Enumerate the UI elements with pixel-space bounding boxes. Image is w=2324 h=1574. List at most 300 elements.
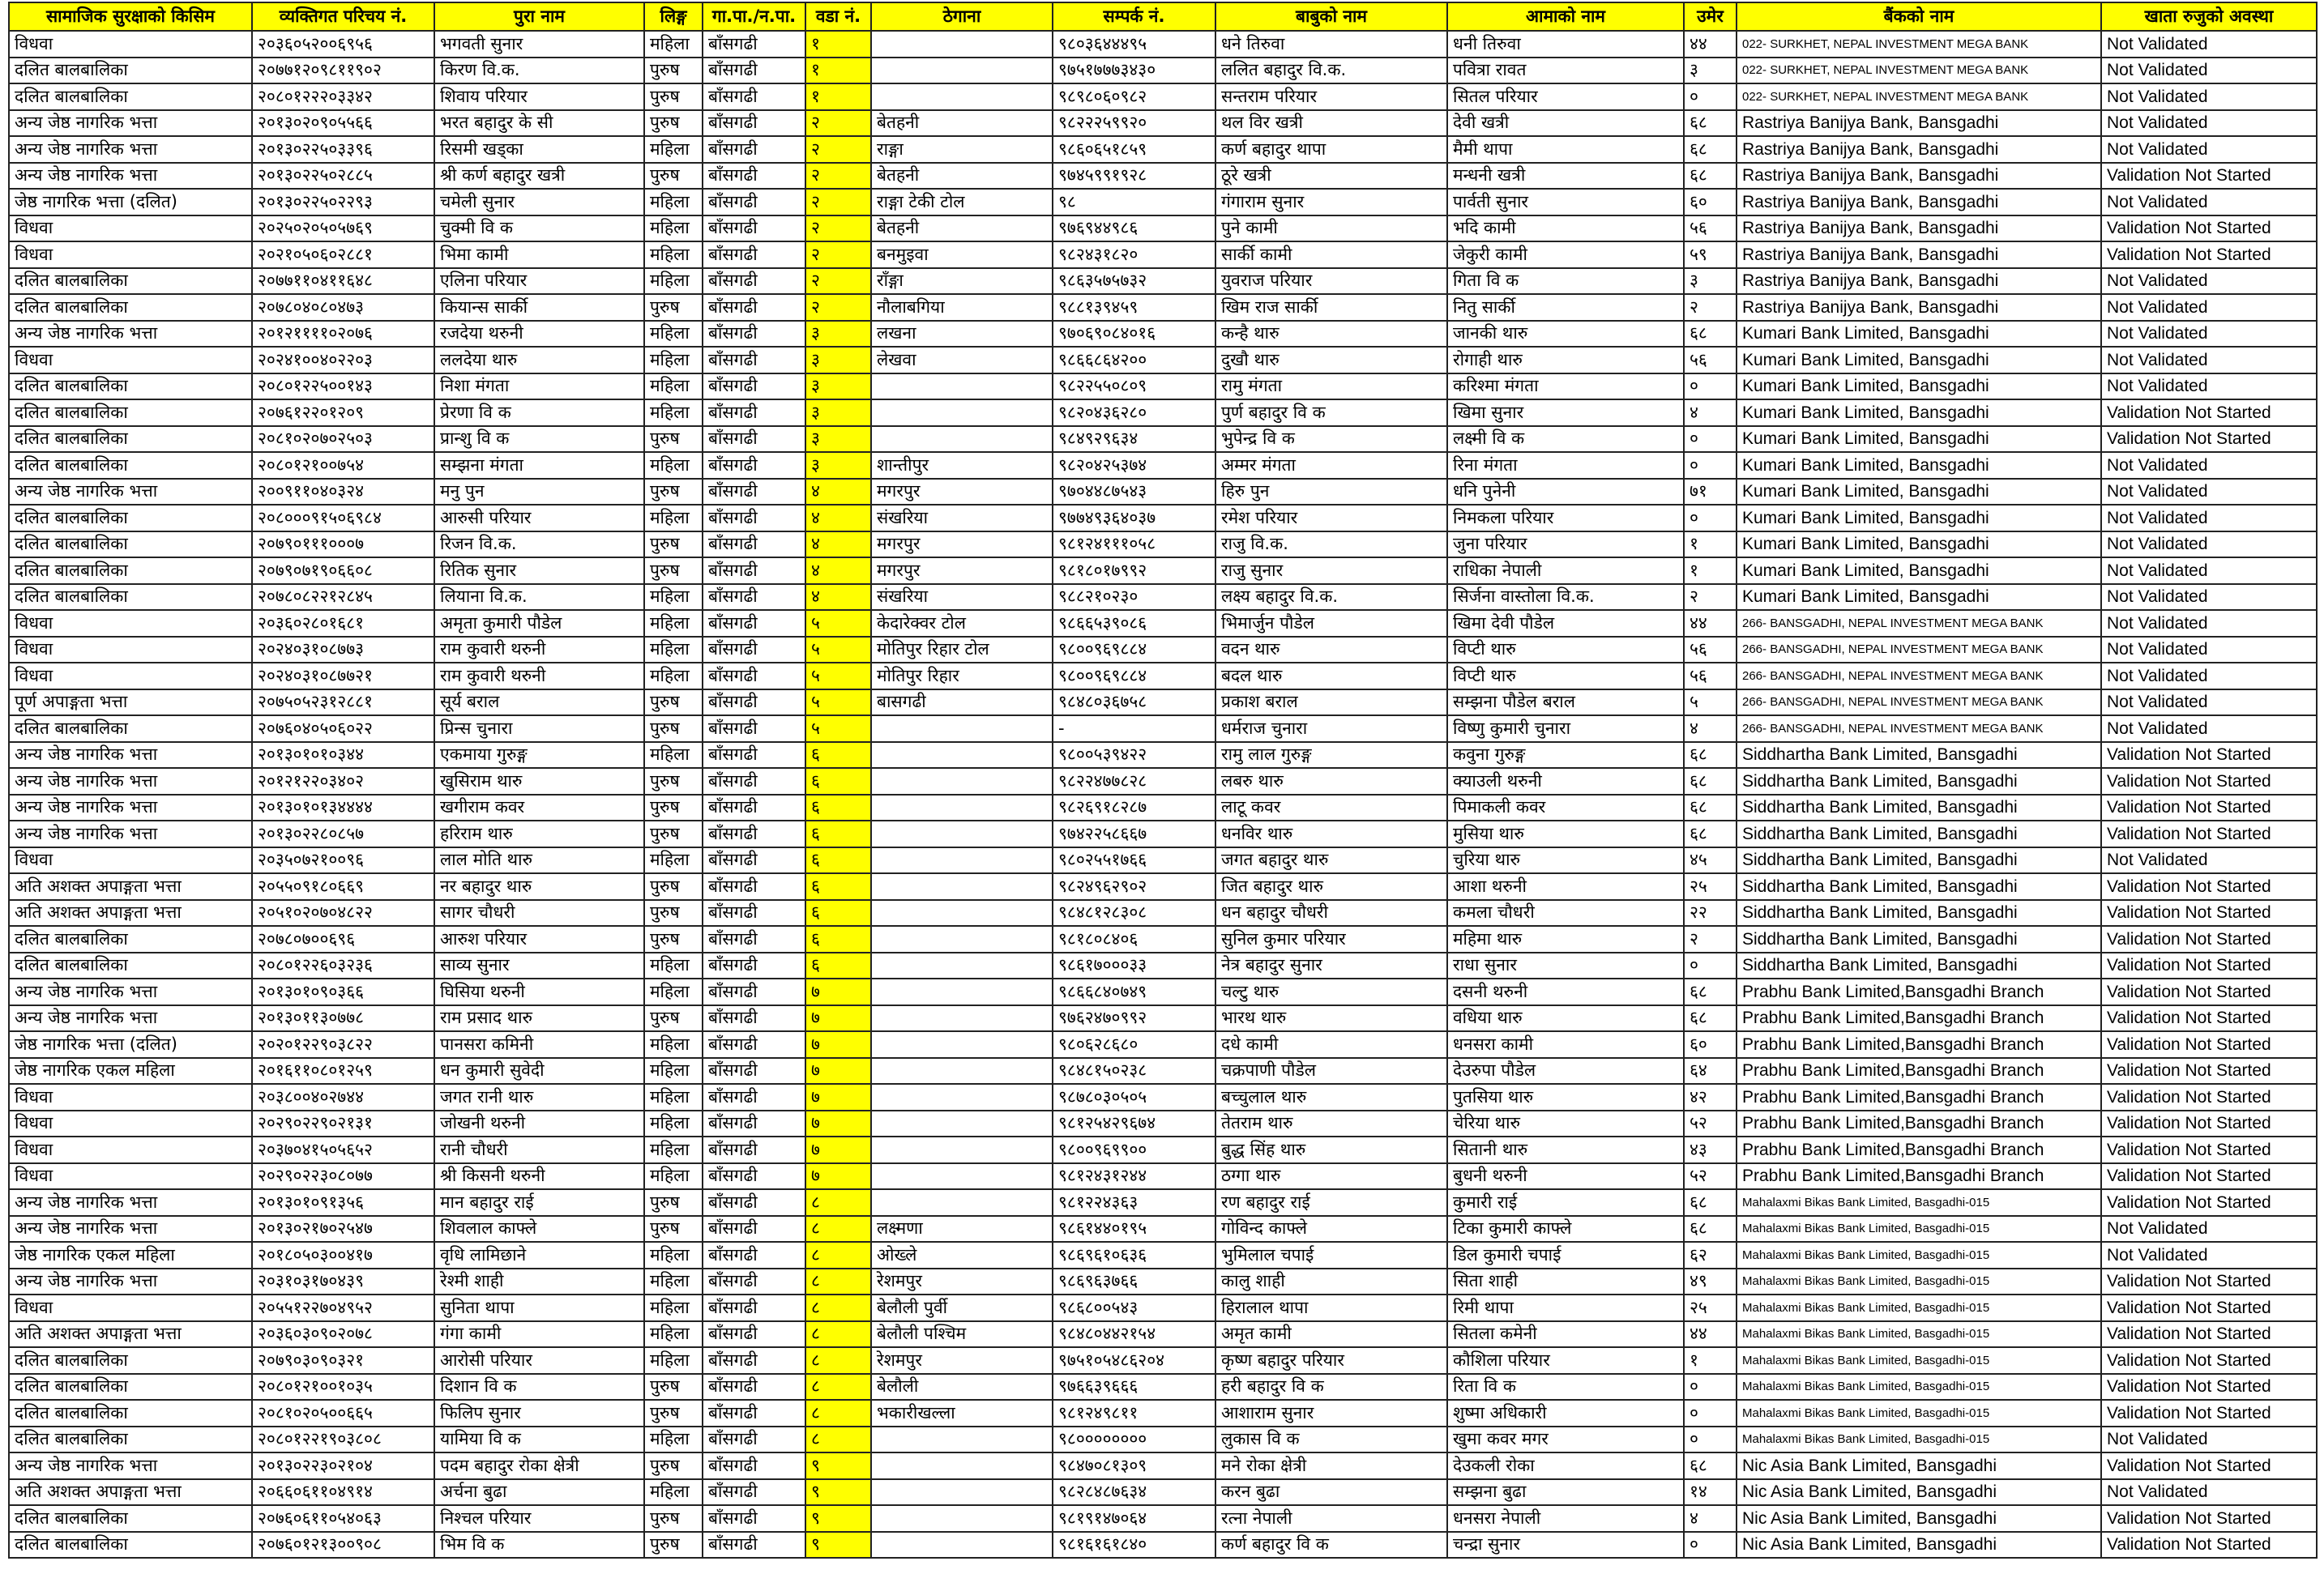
cell-account-status[interactable]: Validation Not Started — [2101, 979, 2317, 1005]
cell-ward[interactable]: ८ — [805, 1400, 871, 1427]
cell-municipality[interactable]: बाँसगढी — [703, 1242, 805, 1269]
cell-mother-name[interactable]: सम्झना पौडेल बराल — [1447, 689, 1684, 716]
cell-ward[interactable]: २ — [805, 294, 871, 321]
cell-mother-name[interactable]: वधिया थारु — [1447, 1005, 1684, 1032]
cell-municipality[interactable]: बाँसगढी — [703, 426, 805, 453]
cell-full-name[interactable]: वृधि लामिछाने — [434, 1242, 644, 1269]
cell-full-name[interactable]: श्री किसनी थरुनी — [434, 1163, 644, 1190]
cell-account-status[interactable]: Not Validated — [2101, 557, 2317, 584]
cell-contact[interactable]: ९८२०४२५३७४ — [1053, 452, 1215, 479]
cell-gender[interactable]: पुरुष — [644, 110, 703, 137]
cell-municipality[interactable]: बाँसगढी — [703, 399, 805, 426]
cell-bank-name[interactable]: 266- BANSGADHI, NEPAL INVESTMENT MEGA BANK — [1737, 663, 2101, 689]
cell-ward[interactable]: ८ — [805, 1242, 871, 1269]
cell-contact[interactable]: ९८००९६९८८४ — [1053, 663, 1215, 689]
cell-bank-name[interactable]: Kumari Bank Limited, Bansgadhi — [1737, 373, 2101, 400]
cell-age[interactable]: ४२ — [1684, 1084, 1737, 1111]
cell-account-status[interactable]: Not Validated — [2101, 637, 2317, 663]
cell-municipality[interactable]: बाँसगढी — [703, 873, 805, 900]
cell-account-status[interactable]: Validation Not Started — [2101, 163, 2317, 190]
cell-age[interactable]: २२ — [1684, 900, 1737, 927]
cell-full-name[interactable]: चमेली सुनार — [434, 189, 644, 215]
cell-full-name[interactable]: पदम बहादुर रोका क्षेत्री — [434, 1452, 644, 1479]
cell-security-type[interactable]: विधवा — [9, 1111, 252, 1137]
cell-id-number[interactable]: २०२४०३१०८७७२१ — [252, 663, 434, 689]
cell-age[interactable]: ४ — [1684, 1505, 1737, 1532]
cell-municipality[interactable]: बाँसगढी — [703, 663, 805, 689]
cell-father-name[interactable]: नेत्र बहादुर सुनार — [1215, 953, 1447, 979]
cell-account-status[interactable]: Not Validated — [2101, 505, 2317, 531]
cell-bank-name[interactable]: Prabhu Bank Limited,Bansgadhi Branch — [1737, 979, 2101, 1005]
cell-address[interactable]: रेशमपुर — [871, 1347, 1053, 1374]
cell-full-name[interactable]: खगीराम कवर — [434, 795, 644, 821]
col-header-municipality[interactable]: गा.पा./न.पा. — [703, 2, 805, 31]
cell-address[interactable] — [871, 1163, 1053, 1190]
cell-full-name[interactable]: भरत बहादुर के सी — [434, 110, 644, 137]
cell-id-number[interactable]: २०१६११०८०१२५९ — [252, 1058, 434, 1085]
cell-municipality[interactable]: बाँसगढी — [703, 1532, 805, 1559]
cell-bank-name[interactable]: Mahalaxmi Bikas Bank Limited, Basgadhi-015 — [1737, 1400, 2101, 1427]
cell-municipality[interactable]: बाँसगढी — [703, 926, 805, 953]
cell-contact[interactable]: ९८२०४३६२८० — [1053, 399, 1215, 426]
cell-account-status[interactable]: Validation Not Started — [2101, 953, 2317, 979]
cell-full-name[interactable]: जगत रानी थारु — [434, 1084, 644, 1111]
cell-municipality[interactable]: बाँसगढी — [703, 1084, 805, 1111]
cell-municipality[interactable]: बाँसगढी — [703, 505, 805, 531]
cell-father-name[interactable]: राजु सुनार — [1215, 557, 1447, 584]
cell-father-name[interactable]: जगत बहादुर थारु — [1215, 847, 1447, 874]
cell-full-name[interactable]: नर बहादुर थारु — [434, 873, 644, 900]
cell-age[interactable]: ६८ — [1684, 821, 1737, 847]
cell-security-type[interactable]: पूर्ण अपाङ्गता भत्ता — [9, 689, 252, 716]
cell-ward[interactable]: ५ — [805, 637, 871, 663]
cell-mother-name[interactable]: भदि कामी — [1447, 215, 1684, 242]
cell-security-type[interactable]: अन्य जेष्ठ नागरिक भत्ता — [9, 821, 252, 847]
cell-security-type[interactable]: दलित बालबालिका — [9, 268, 252, 295]
cell-id-number[interactable]: २०७९०७१९०६६०८ — [252, 557, 434, 584]
cell-id-number[interactable]: २०१३०१०१०३४४ — [252, 742, 434, 769]
cell-gender[interactable]: पुरुष — [644, 1216, 703, 1243]
cell-contact[interactable]: ९८१६१६१८४० — [1053, 1532, 1215, 1559]
cell-account-status[interactable]: Not Validated — [2101, 479, 2317, 505]
cell-full-name[interactable]: दिशान वि क — [434, 1374, 644, 1401]
cell-gender[interactable]: महिला — [644, 637, 703, 663]
cell-mother-name[interactable]: देउकली रोका — [1447, 1452, 1684, 1479]
col-header-id-number[interactable]: व्यक्तिगत परिचय नं. — [252, 2, 434, 31]
cell-id-number[interactable]: २०७६०६११०५४०६३ — [252, 1505, 434, 1532]
cell-municipality[interactable]: बाँसगढी — [703, 557, 805, 584]
cell-gender[interactable]: महिला — [644, 610, 703, 637]
cell-account-status[interactable]: Validation Not Started — [2101, 873, 2317, 900]
cell-contact[interactable]: ९७५१७७७३४३० — [1053, 58, 1215, 84]
cell-contact[interactable]: ९७०४४८७५४३ — [1053, 479, 1215, 505]
cell-contact[interactable]: ९८ — [1053, 189, 1215, 215]
cell-gender[interactable]: महिला — [644, 136, 703, 163]
cell-security-type[interactable]: विधवा — [9, 663, 252, 689]
cell-full-name[interactable]: प्रान्शु वि क — [434, 426, 644, 453]
cell-address[interactable] — [871, 742, 1053, 769]
cell-full-name[interactable]: राम कुवारी थरुनी — [434, 663, 644, 689]
cell-mother-name[interactable]: चेरिया थारु — [1447, 1111, 1684, 1137]
cell-id-number[interactable]: २०७८०४०८०४७३ — [252, 294, 434, 321]
cell-account-status[interactable]: Not Validated — [2101, 83, 2317, 110]
cell-municipality[interactable]: बाँसगढी — [703, 1452, 805, 1479]
cell-bank-name[interactable]: Prabhu Bank Limited,Bansgadhi Branch — [1737, 1005, 2101, 1032]
cell-age[interactable]: ६८ — [1684, 1452, 1737, 1479]
cell-contact[interactable]: ९७६२४७०९९२ — [1053, 1005, 1215, 1032]
cell-full-name[interactable]: एकमाया गुरुङ्ग — [434, 742, 644, 769]
cell-father-name[interactable]: रत्ना नेपाली — [1215, 1505, 1447, 1532]
cell-mother-name[interactable]: रिमी थापा — [1447, 1295, 1684, 1321]
cell-father-name[interactable]: बच्चुलाल थारु — [1215, 1084, 1447, 1111]
cell-security-type[interactable]: अन्य जेष्ठ नागरिक भत्ता — [9, 479, 252, 505]
cell-id-number[interactable]: २०७६१२२०१२०९ — [252, 399, 434, 426]
cell-mother-name[interactable]: कवुना गुरुङ्ग — [1447, 742, 1684, 769]
cell-father-name[interactable]: रामु लाल गुरुङ्ग — [1215, 742, 1447, 769]
cell-id-number[interactable]: २०३६०२८०१६८१ — [252, 610, 434, 637]
cell-ward[interactable]: २ — [805, 189, 871, 215]
cell-age[interactable]: १ — [1684, 557, 1737, 584]
cell-bank-name[interactable]: Mahalaxmi Bikas Bank Limited, Basgadhi-015 — [1737, 1189, 2101, 1216]
cell-municipality[interactable]: बाँसगढी — [703, 847, 805, 874]
cell-father-name[interactable]: धने तिरुवा — [1215, 31, 1447, 58]
cell-address[interactable] — [871, 1031, 1053, 1058]
cell-contact[interactable]: ९७४५९९१९२८ — [1053, 163, 1215, 190]
cell-id-number[interactable]: २०२४०३१०८७७३ — [252, 637, 434, 663]
cell-security-type[interactable]: अन्य जेष्ठ नागरिक भत्ता — [9, 768, 252, 795]
cell-bank-name[interactable]: 022- SURKHET, NEPAL INVESTMENT MEGA BANK — [1737, 83, 2101, 110]
cell-mother-name[interactable]: खुमा कवर मगर — [1447, 1427, 1684, 1453]
cell-full-name[interactable]: मनु पुन — [434, 479, 644, 505]
cell-contact[interactable]: ९८००९६९९०० — [1053, 1137, 1215, 1163]
cell-address[interactable] — [871, 1189, 1053, 1216]
cell-municipality[interactable]: बाँसगढी — [703, 900, 805, 927]
cell-ward[interactable]: ३ — [805, 452, 871, 479]
cell-id-number[interactable]: २०१३०१०९०३६६ — [252, 979, 434, 1005]
cell-father-name[interactable]: अम्मर मंगता — [1215, 452, 1447, 479]
cell-full-name[interactable]: भिमा कामी — [434, 241, 644, 268]
cell-full-name[interactable]: सम्झना मंगता — [434, 452, 644, 479]
cell-address[interactable] — [871, 1532, 1053, 1559]
col-header-gender[interactable]: लिङ्ग — [644, 2, 703, 31]
cell-municipality[interactable]: बाँसगढी — [703, 58, 805, 84]
cell-account-status[interactable]: Not Validated — [2101, 268, 2317, 295]
cell-age[interactable]: ५६ — [1684, 663, 1737, 689]
cell-contact[interactable]: ९८१२४९८११ — [1053, 1400, 1215, 1427]
cell-account-status[interactable]: Validation Not Started — [2101, 1295, 2317, 1321]
cell-account-status[interactable]: Not Validated — [2101, 294, 2317, 321]
cell-account-status[interactable]: Not Validated — [2101, 689, 2317, 716]
cell-gender[interactable]: महिला — [644, 663, 703, 689]
cell-ward[interactable]: ४ — [805, 531, 871, 558]
cell-full-name[interactable]: राम कुवारी थरुनी — [434, 637, 644, 663]
cell-full-name[interactable]: अर्चना बुढा — [434, 1479, 644, 1506]
cell-ward[interactable]: ६ — [805, 847, 871, 874]
cell-ward[interactable]: ९ — [805, 1452, 871, 1479]
cell-gender[interactable]: पुरुष — [644, 926, 703, 953]
col-header-father-name[interactable]: बाबुको नाम — [1215, 2, 1447, 31]
cell-municipality[interactable]: बाँसगढी — [703, 31, 805, 58]
cell-address[interactable]: मगरपुर — [871, 531, 1053, 558]
cell-age[interactable]: ६८ — [1684, 110, 1737, 137]
cell-account-status[interactable]: Not Validated — [2101, 847, 2317, 874]
cell-account-status[interactable]: Not Validated — [2101, 58, 2317, 84]
cell-municipality[interactable]: बाँसगढी — [703, 1321, 805, 1348]
cell-address[interactable]: भकारीखल्ला — [871, 1400, 1053, 1427]
cell-municipality[interactable]: बाँसगढी — [703, 1189, 805, 1216]
cell-security-type[interactable]: दलित बालबालिका — [9, 953, 252, 979]
cell-bank-name[interactable]: Nic Asia Bank Limited, Bansgadhi — [1737, 1452, 2101, 1479]
cell-gender[interactable]: महिला — [644, 742, 703, 769]
cell-gender[interactable]: पुरुष — [644, 821, 703, 847]
cell-full-name[interactable]: आरुश परियार — [434, 926, 644, 953]
cell-contact[interactable]: ९७६६३९६६६ — [1053, 1374, 1215, 1401]
cell-security-type[interactable]: विधवा — [9, 637, 252, 663]
cell-full-name[interactable]: श्री कर्ण बहादुर खत्री — [434, 163, 644, 190]
cell-security-type[interactable]: अन्य जेष्ठ नागरिक भत्ता — [9, 163, 252, 190]
cell-mother-name[interactable]: कमला चौधरी — [1447, 900, 1684, 927]
cell-gender[interactable]: पुरुष — [644, 1505, 703, 1532]
cell-full-name[interactable]: खुसिराम थारु — [434, 768, 644, 795]
cell-full-name[interactable]: आरोसी परियार — [434, 1347, 644, 1374]
cell-father-name[interactable]: लाटू कवर — [1215, 795, 1447, 821]
cell-mother-name[interactable]: पिमाकली कवर — [1447, 795, 1684, 821]
cell-age[interactable]: ४५ — [1684, 847, 1737, 874]
cell-mother-name[interactable]: चुरिया थारु — [1447, 847, 1684, 874]
cell-municipality[interactable]: बाँसगढी — [703, 1374, 805, 1401]
cell-address[interactable]: मोतिपुर रिहार — [871, 663, 1053, 689]
cell-ward[interactable]: ७ — [805, 1058, 871, 1085]
cell-address[interactable] — [871, 953, 1053, 979]
cell-mother-name[interactable]: करिश्मा मंगता — [1447, 373, 1684, 400]
cell-mother-name[interactable]: सितल परियार — [1447, 83, 1684, 110]
cell-gender[interactable]: महिला — [644, 1137, 703, 1163]
cell-gender[interactable]: पुरुष — [644, 1532, 703, 1559]
cell-bank-name[interactable]: Kumari Bank Limited, Bansgadhi — [1737, 479, 2101, 505]
cell-mother-name[interactable]: रोगाही थारु — [1447, 347, 1684, 373]
cell-contact[interactable]: ९८६१७०००३३ — [1053, 953, 1215, 979]
cell-address[interactable] — [871, 1137, 1053, 1163]
cell-municipality[interactable]: बाँसगढी — [703, 136, 805, 163]
cell-id-number[interactable]: २०७९०३०९०३२१ — [252, 1347, 434, 1374]
cell-address[interactable] — [871, 373, 1053, 400]
cell-contact[interactable]: ९८०२५५१७६६ — [1053, 847, 1215, 874]
cell-age[interactable]: ० — [1684, 373, 1737, 400]
cell-contact[interactable]: ९८६०६५१८५९ — [1053, 136, 1215, 163]
cell-id-number[interactable]: २०३६०३०९०२०७८ — [252, 1321, 434, 1348]
cell-age[interactable]: ४३ — [1684, 1137, 1737, 1163]
cell-account-status[interactable]: Validation Not Started — [2101, 1347, 2317, 1374]
cell-address[interactable]: लखना — [871, 321, 1053, 348]
cell-municipality[interactable]: बाँसगढी — [703, 452, 805, 479]
cell-ward[interactable]: ६ — [805, 953, 871, 979]
cell-contact[interactable]: ९८७८०३०५०५ — [1053, 1084, 1215, 1111]
cell-ward[interactable]: ८ — [805, 1269, 871, 1295]
cell-full-name[interactable]: निशा मंगता — [434, 373, 644, 400]
cell-full-name[interactable]: यामिया वि क — [434, 1427, 644, 1453]
cell-security-type[interactable]: विधवा — [9, 1084, 252, 1111]
cell-bank-name[interactable]: 266- BANSGADHI, NEPAL INVESTMENT MEGA BANK — [1737, 637, 2101, 663]
cell-address[interactable]: मोतिपुर रिहार टोल — [871, 637, 1053, 663]
cell-age[interactable]: ६८ — [1684, 1189, 1737, 1216]
cell-account-status[interactable]: Validation Not Started — [2101, 1321, 2317, 1348]
cell-age[interactable]: ५६ — [1684, 347, 1737, 373]
cell-ward[interactable]: ७ — [805, 1111, 871, 1137]
cell-ward[interactable]: ५ — [805, 689, 871, 716]
cell-gender[interactable]: महिला — [644, 1479, 703, 1506]
cell-bank-name[interactable]: Kumari Bank Limited, Bansgadhi — [1737, 321, 2101, 348]
cell-age[interactable]: २५ — [1684, 1295, 1737, 1321]
cell-municipality[interactable]: बाँसगढी — [703, 795, 805, 821]
cell-id-number[interactable]: २०५५०९१८०६६९ — [252, 873, 434, 900]
cell-gender[interactable]: महिला — [644, 1347, 703, 1374]
cell-municipality[interactable]: बाँसगढी — [703, 821, 805, 847]
cell-address[interactable] — [871, 426, 1053, 453]
cell-father-name[interactable]: आशाराम सुनार — [1215, 1400, 1447, 1427]
cell-gender[interactable]: पुरुष — [644, 873, 703, 900]
cell-id-number[interactable]: २०७५०५२३१२८८१ — [252, 689, 434, 716]
cell-id-number[interactable]: २०७७११०४११६४८ — [252, 268, 434, 295]
cell-address[interactable] — [871, 979, 1053, 1005]
cell-bank-name[interactable]: Kumari Bank Limited, Bansgadhi — [1737, 557, 2101, 584]
cell-contact[interactable]: ९८६६८४०७४९ — [1053, 979, 1215, 1005]
cell-account-status[interactable]: Not Validated — [2101, 373, 2317, 400]
cell-full-name[interactable]: रिजन वि.क. — [434, 531, 644, 558]
cell-bank-name[interactable]: Kumari Bank Limited, Bansgadhi — [1737, 452, 2101, 479]
cell-mother-name[interactable]: सितानी थारु — [1447, 1137, 1684, 1163]
cell-father-name[interactable]: बदल थारु — [1215, 663, 1447, 689]
cell-full-name[interactable]: भगवती सुनार — [434, 31, 644, 58]
cell-age[interactable]: ० — [1684, 1374, 1737, 1401]
cell-mother-name[interactable]: बुधनी थरुनी — [1447, 1163, 1684, 1190]
cell-id-number[interactable]: २०७६०४०५०६०२२ — [252, 715, 434, 742]
cell-gender[interactable]: पुरुष — [644, 689, 703, 716]
cell-account-status[interactable]: Validation Not Started — [2101, 241, 2317, 268]
cell-id-number[interactable]: २०३५०७२१००९६ — [252, 847, 434, 874]
cell-municipality[interactable]: बाँसगढी — [703, 637, 805, 663]
cell-age[interactable]: ५ — [1684, 689, 1737, 716]
cell-age[interactable]: ० — [1684, 1400, 1737, 1427]
cell-address[interactable]: शान्तीपुर — [871, 452, 1053, 479]
cell-bank-name[interactable]: Siddhartha Bank Limited, Bansgadhi — [1737, 953, 2101, 979]
cell-mother-name[interactable]: विप्टी थारु — [1447, 663, 1684, 689]
cell-bank-name[interactable]: Prabhu Bank Limited,Bansgadhi Branch — [1737, 1111, 2101, 1137]
cell-contact[interactable]: ९८६८००५४३ — [1053, 1295, 1215, 1321]
cell-security-type[interactable]: दलित बालबालिका — [9, 1505, 252, 1532]
cell-bank-name[interactable]: Kumari Bank Limited, Bansgadhi — [1737, 531, 2101, 558]
cell-bank-name[interactable]: Siddhartha Bank Limited, Bansgadhi — [1737, 847, 2101, 874]
cell-age[interactable]: ६८ — [1684, 768, 1737, 795]
cell-security-type[interactable]: विधवा — [9, 610, 252, 637]
cell-age[interactable]: ० — [1684, 83, 1737, 110]
cell-father-name[interactable]: भिमार्जुन पौडेल — [1215, 610, 1447, 637]
cell-account-status[interactable]: Validation Not Started — [2101, 1452, 2317, 1479]
cell-bank-name[interactable]: Kumari Bank Limited, Bansgadhi — [1737, 584, 2101, 611]
cell-full-name[interactable]: घिसिया थरुनी — [434, 979, 644, 1005]
cell-full-name[interactable]: फिलिप सुनार — [434, 1400, 644, 1427]
cell-full-name[interactable]: शिवलाल काफ्ले — [434, 1216, 644, 1243]
cell-gender[interactable]: महिला — [644, 1084, 703, 1111]
cell-bank-name[interactable]: Mahalaxmi Bikas Bank Limited, Basgadhi-015 — [1737, 1269, 2101, 1295]
cell-contact[interactable]: ९७६९४४९८६ — [1053, 215, 1215, 242]
cell-gender[interactable]: महिला — [644, 1111, 703, 1137]
cell-gender[interactable]: पुरुष — [644, 163, 703, 190]
cell-full-name[interactable]: रिसमी खड्का — [434, 136, 644, 163]
cell-ward[interactable]: ३ — [805, 373, 871, 400]
cell-bank-name[interactable]: Rastriya Banijya Bank, Bansgadhi — [1737, 215, 2101, 242]
cell-gender[interactable]: महिला — [644, 189, 703, 215]
cell-father-name[interactable]: मने रोका क्षेत्री — [1215, 1452, 1447, 1479]
cell-mother-name[interactable]: पवित्रा रावत — [1447, 58, 1684, 84]
cell-address[interactable] — [871, 768, 1053, 795]
cell-age[interactable]: ४९ — [1684, 1269, 1737, 1295]
cell-ward[interactable]: ६ — [805, 795, 871, 821]
cell-gender[interactable]: पुरुष — [644, 83, 703, 110]
cell-security-type[interactable]: अन्य जेष्ठ नागरिक भत्ता — [9, 742, 252, 769]
cell-gender[interactable]: महिला — [644, 584, 703, 611]
cell-mother-name[interactable]: लक्ष्मी वि क — [1447, 426, 1684, 453]
cell-contact[interactable]: ९८१२४१११०५८ — [1053, 531, 1215, 558]
cell-address[interactable] — [871, 83, 1053, 110]
cell-account-status[interactable]: Validation Not Started — [2101, 1111, 2317, 1137]
cell-gender[interactable]: पुरुष — [644, 294, 703, 321]
cell-address[interactable] — [871, 1005, 1053, 1032]
cell-gender[interactable]: पुरुष — [644, 531, 703, 558]
cell-account-status[interactable]: Not Validated — [2101, 1242, 2317, 1269]
cell-father-name[interactable]: दधे कामी — [1215, 1031, 1447, 1058]
cell-mother-name[interactable]: क्याउली थरुनी — [1447, 768, 1684, 795]
cell-ward[interactable]: ४ — [805, 557, 871, 584]
cell-id-number[interactable]: २०१३०२०९०५५६६ — [252, 110, 434, 137]
cell-municipality[interactable]: बाँसगढी — [703, 1031, 805, 1058]
cell-id-number[interactable]: २०३८००४०२७४४ — [252, 1084, 434, 1111]
cell-contact[interactable]: ९८६९६३७६६ — [1053, 1269, 1215, 1295]
cell-bank-name[interactable]: Nic Asia Bank Limited, Bansgadhi — [1737, 1479, 2101, 1506]
cell-mother-name[interactable]: रिना मंगता — [1447, 452, 1684, 479]
cell-id-number[interactable]: २०८०१२२५००१४३ — [252, 373, 434, 400]
cell-security-type[interactable]: अन्य जेष्ठ नागरिक भत्ता — [9, 1216, 252, 1243]
cell-address[interactable]: बासगढी — [871, 689, 1053, 716]
cell-municipality[interactable]: बाँसगढी — [703, 1400, 805, 1427]
cell-ward[interactable]: ६ — [805, 768, 871, 795]
cell-father-name[interactable]: थल विर खत्री — [1215, 110, 1447, 137]
cell-father-name[interactable]: भुमिलाल चपाई — [1215, 1242, 1447, 1269]
cell-age[interactable]: २ — [1684, 926, 1737, 953]
cell-security-type[interactable]: दलित बालबालिका — [9, 83, 252, 110]
cell-age[interactable]: २ — [1684, 294, 1737, 321]
cell-mother-name[interactable]: धनसरा नेपाली — [1447, 1505, 1684, 1532]
cell-mother-name[interactable]: टिका कुमारी काफ्ले — [1447, 1216, 1684, 1243]
cell-mother-name[interactable]: कुमारी राई — [1447, 1189, 1684, 1216]
cell-bank-name[interactable]: Siddhartha Bank Limited, Bansgadhi — [1737, 873, 2101, 900]
cell-bank-name[interactable]: Rastriya Banijya Bank, Bansgadhi — [1737, 110, 2101, 137]
cell-account-status[interactable]: Validation Not Started — [2101, 1532, 2317, 1559]
cell-contact[interactable]: ९७०६९०८४०१६ — [1053, 321, 1215, 348]
cell-full-name[interactable]: प्रिन्स चुनारा — [434, 715, 644, 742]
cell-father-name[interactable]: गाेविन्द काफ्ले — [1215, 1216, 1447, 1243]
cell-father-name[interactable]: चल्टु थारु — [1215, 979, 1447, 1005]
cell-id-number[interactable]: २०१३०२२५०२२९३ — [252, 189, 434, 215]
cell-account-status[interactable]: Validation Not Started — [2101, 1084, 2317, 1111]
cell-ward[interactable]: ७ — [805, 979, 871, 1005]
cell-municipality[interactable]: बाँसगढी — [703, 1005, 805, 1032]
cell-municipality[interactable]: बाँसगढी — [703, 1505, 805, 1532]
cell-security-type[interactable]: अन्य जेष्ठ नागरिक भत्ता — [9, 321, 252, 348]
cell-full-name[interactable]: आरुसी परियार — [434, 505, 644, 531]
cell-municipality[interactable]: बाँसगढी — [703, 531, 805, 558]
cell-mother-name[interactable]: मन्धनी खत्री — [1447, 163, 1684, 190]
cell-bank-name[interactable]: Rastriya Banijya Bank, Bansgadhi — [1737, 163, 2101, 190]
